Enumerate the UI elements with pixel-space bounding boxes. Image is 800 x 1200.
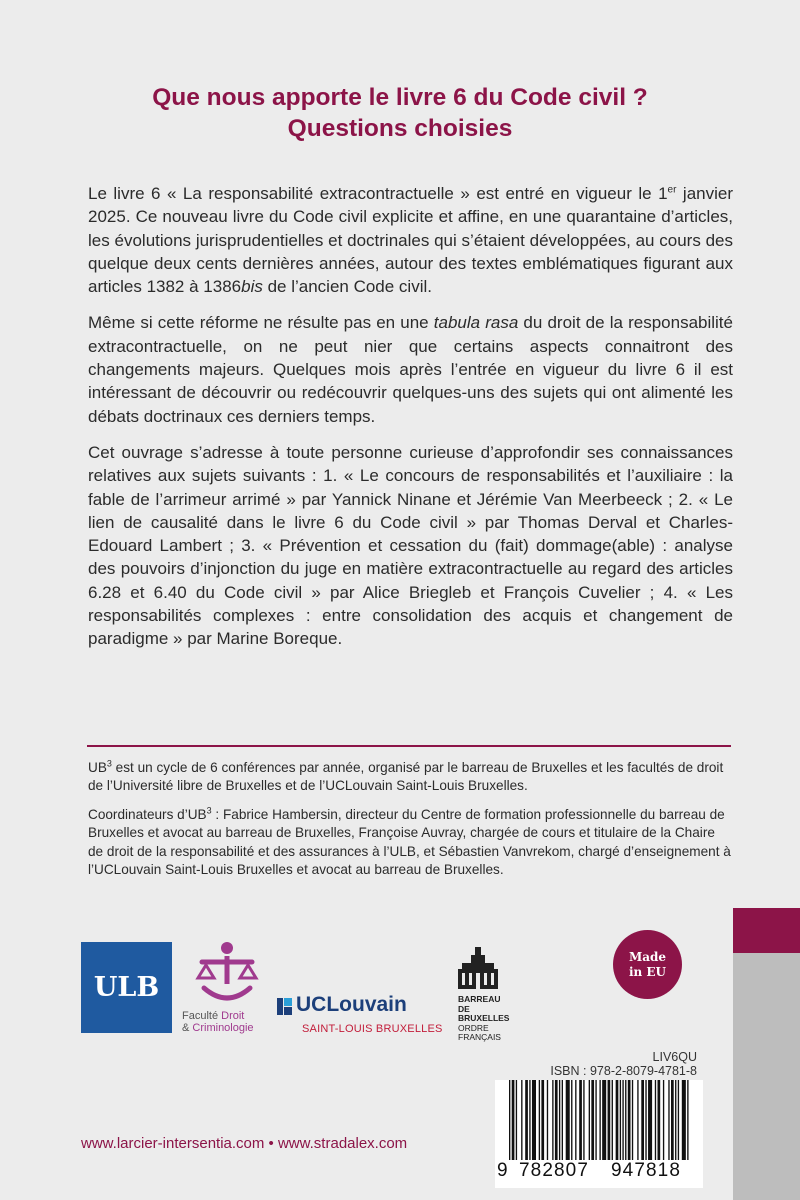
barreau-line-5: FRANÇAIS xyxy=(458,1032,501,1042)
n1-superscript: 3 xyxy=(106,758,112,769)
cover-edge-accent xyxy=(733,908,800,953)
p2-text-a: Même si cette réforme ne résulte pas en une xyxy=(88,313,434,333)
droit-word-droit: Droit xyxy=(221,1010,245,1022)
paragraph-3: Cet ouvrage s’adresse à toute personne curieuse d’approfondir ses connaissances relatives aux sujets suivants : 1. « Le concours de responsabilités et l’auxiliaire : la fable de l’arrimeur arrimé » par Yannick Ninane et Jérémie Van Meerbeeck ; 2. « Le lien de causalité dans le livre 6 du Code civil » par Thomas Derval et Charles-Edouard Lambert ; 3. « Prévention et cessation du (fait) dommage(able) : analyse des pouvoirs d’injonction du juge en matière extracontractuelle au regard des articles 6.28 et 6.40 du Code civil » par Alice Briegleb et François Cuvelier ; 4. « Les responsabilités complexes : entre consolidation des acquis et changement de paradigme » par Marine Boreque. xyxy=(88,442,733,649)
note-1 xyxy=(88,759,733,796)
barcode-bars xyxy=(509,1080,694,1160)
ulb-logo-text: ULB xyxy=(93,972,160,1003)
p1-text-b: janvier 2025. Ce nouveau livre du Code civil explicite et affine, en une quarantaine d’articles, les évolutions jurisprudentielles et doctrinales qui s’étaient développées, au cours des quelque deux cents dernières années, autour des textes emblématiques figurant aux articles 1382 à 1386 xyxy=(88,184,734,297)
n2-text-b: : Fabrice Hambersin, directeur du Centre de formation professionnelle du barreau de Bruxelles et avocat au barreau de Bruxelles, Françoise Auvray, chargée de cours et titulaire de la Chaire de droit de la responsabilité et des assurances à l’ULB, et Sébastien Vanvrekom, chargé d’enseignement à l’UCLouvain Saint-Louis Bruxelles et avocat au barreau de Bruxelles. xyxy=(88,806,731,878)
barcode-digit-prefix: 9 xyxy=(497,1160,509,1181)
paragraph-2 xyxy=(88,311,733,427)
summary-text xyxy=(88,182,733,664)
scales-figure-icon xyxy=(194,940,260,1006)
p1-italic: bis xyxy=(241,277,263,297)
barreau-line-2: DE xyxy=(458,1003,470,1014)
uclouvain-subtitle: SAINT-LOUIS BRUXELLES xyxy=(302,1023,443,1035)
p1-text-c: de l’ancien Code civil. xyxy=(262,277,432,297)
isbn-label: ISBN : 978-2-8079-4781-8 xyxy=(550,1064,697,1078)
droit-word-criminologie: Criminologie xyxy=(192,1022,254,1034)
ulb-logo xyxy=(81,942,172,1033)
badge-line-2: in EU xyxy=(628,964,667,979)
faculte-droit-logo xyxy=(182,940,272,1040)
p1-text-a: Le livre 6 « La responsabilité extracontractuelle » est entré en vigueur le 1 xyxy=(88,184,668,203)
isbn-barcode xyxy=(495,1080,703,1160)
barreau-label xyxy=(458,995,509,1043)
barreau-line-1: BARREAU xyxy=(458,994,501,1004)
paragraph-1 xyxy=(88,182,733,298)
barcode-digits-right: 947818 xyxy=(611,1160,682,1181)
droit-ampersand: & xyxy=(182,1022,193,1034)
p2-italic: tabula rasa xyxy=(433,313,519,333)
barcode-digits-left: 782807 xyxy=(519,1160,590,1181)
uclouvain-mark-icon xyxy=(277,998,292,1015)
barreau-bruxelles-logo xyxy=(456,945,526,1040)
note-2 xyxy=(88,806,733,880)
n1-text-b: est un cycle de 6 conférences par année, organisé par le barreau de Bruxelles et les facultés de droit de l’Université libre de Bruxelles et de l’UCLouvain Saint-Louis Bruxelles. xyxy=(88,760,724,794)
palace-building-icon xyxy=(456,945,500,991)
p1-superscript: er xyxy=(667,184,677,196)
droit-word-faculte: Faculté xyxy=(182,1010,222,1022)
made-in-eu-badge xyxy=(613,930,682,999)
n1-text-a: UB xyxy=(88,760,107,775)
section-divider xyxy=(87,745,731,747)
barcode-digits xyxy=(495,1160,703,1188)
product-code: LIV6QU xyxy=(652,1050,697,1064)
publisher-websites: www.larcier-intersentia.com • www.stradalex.com xyxy=(81,1135,408,1152)
badge-line-1: Made xyxy=(628,949,667,964)
notes-text xyxy=(88,759,733,889)
barreau-line-4: ORDRE xyxy=(458,1022,489,1033)
uclouvain-logo xyxy=(277,993,447,1043)
title-line-2: Questions choisies xyxy=(287,115,513,142)
uclouvain-name: UCLouvain xyxy=(296,993,407,1016)
n2-text-a: Coordinateurs d’UB xyxy=(88,806,207,822)
book-title xyxy=(0,82,800,144)
n2-superscript: 3 xyxy=(206,805,212,816)
p2-text-b: du droit de la responsabilité extracontractuelle, on ne peut nier que certains aspects connaitront des changements majeurs. Quelques mois après l’entrée en vigueur du livre 6 il est intéressant de découvrir ou redécouvrir quelques-uns des sujets qui ont alimenté les débats doctrinaux ces derniers temps. xyxy=(88,313,733,426)
title-line-1: Que nous apporte le livre 6 du Code civil ? xyxy=(152,84,648,111)
barreau-line-3: BRUXELLES xyxy=(458,1013,510,1023)
cover-edge-band xyxy=(733,908,800,1200)
faculte-droit-label xyxy=(182,1010,282,1034)
